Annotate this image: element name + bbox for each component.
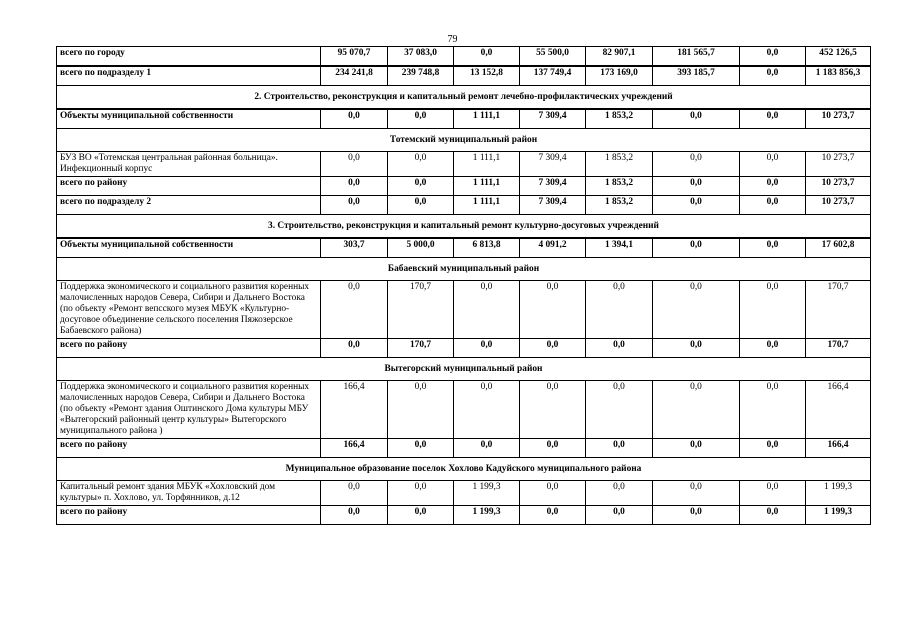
value-cell: 0,0 <box>740 47 806 67</box>
value-cell: 1 111,1 <box>454 177 520 196</box>
total-row <box>57 109 871 129</box>
row-label: всего по району <box>57 177 321 196</box>
total-row <box>57 506 871 525</box>
table-body <box>57 47 871 525</box>
value-cell: 55 500,0 <box>520 47 586 67</box>
value-cell: 7 309,4 <box>520 196 586 215</box>
value-cell: 1 853,2 <box>586 109 653 129</box>
value-cell: 0,0 <box>653 177 740 196</box>
value-cell: 0,0 <box>586 381 653 439</box>
value-cell: 0,0 <box>321 109 388 129</box>
section-heading: 3. Строительство, реконструкция и капитальный ремонт культурно-досуговых учреждений <box>57 215 871 239</box>
value-cell: 0,0 <box>653 439 740 458</box>
value-cell: 173 169,0 <box>586 66 653 86</box>
value-cell: 0,0 <box>740 196 806 215</box>
value-cell: 137 749,4 <box>520 66 586 86</box>
section-heading-row <box>57 458 871 481</box>
value-cell: 1 111,1 <box>454 109 520 129</box>
value-cell: 0,0 <box>740 381 806 439</box>
value-cell: 1 199,3 <box>454 506 520 525</box>
section-heading: Бабаевский муниципальный район <box>57 258 871 281</box>
value-cell: 0,0 <box>388 152 454 177</box>
value-cell: 82 907,1 <box>586 47 653 67</box>
value-cell: 0,0 <box>740 66 806 86</box>
value-cell: 0,0 <box>388 481 454 506</box>
value-cell: 170,7 <box>388 281 454 339</box>
value-cell: 37 083,0 <box>388 47 454 67</box>
row-label: всего по подразделу 1 <box>57 66 321 86</box>
value-cell: 10 273,7 <box>806 196 871 215</box>
budget-table <box>56 46 871 525</box>
row-label: всего по району <box>57 439 321 458</box>
value-cell: 0,0 <box>520 281 586 339</box>
value-cell: 0,0 <box>388 439 454 458</box>
value-cell: 1 111,1 <box>454 152 520 177</box>
value-cell: 0,0 <box>653 109 740 129</box>
section-heading: Тотемский муниципальный район <box>57 129 871 152</box>
value-cell: 393 185,7 <box>653 66 740 86</box>
value-cell: 0,0 <box>321 481 388 506</box>
table-row <box>57 152 871 177</box>
value-cell: 0,0 <box>653 152 740 177</box>
value-cell: 0,0 <box>388 506 454 525</box>
value-cell: 170,7 <box>806 281 871 339</box>
value-cell: 0,0 <box>520 381 586 439</box>
value-cell: 1 853,2 <box>586 177 653 196</box>
value-cell: 0,0 <box>520 439 586 458</box>
value-cell: 0,0 <box>520 339 586 358</box>
value-cell: 0,0 <box>740 177 806 196</box>
total-row <box>57 47 871 67</box>
value-cell: 0,0 <box>586 481 653 506</box>
value-cell: 0,0 <box>388 177 454 196</box>
value-cell: 7 309,4 <box>520 152 586 177</box>
value-cell: 239 748,8 <box>388 66 454 86</box>
value-cell: 0,0 <box>388 109 454 129</box>
total-row <box>57 238 871 258</box>
value-cell: 10 273,7 <box>806 177 871 196</box>
table-row <box>57 481 871 506</box>
value-cell: 1 853,2 <box>586 196 653 215</box>
value-cell: 0,0 <box>586 281 653 339</box>
value-cell: 17 602,8 <box>806 238 871 258</box>
row-label: Объекты муниципальной собственности <box>57 238 321 258</box>
value-cell: 166,4 <box>806 439 871 458</box>
value-cell: 1 199,3 <box>806 506 871 525</box>
value-cell: 0,0 <box>520 481 586 506</box>
section-heading-row <box>57 129 871 152</box>
value-cell: 0,0 <box>740 439 806 458</box>
value-cell: 0,0 <box>388 196 454 215</box>
value-cell: 0,0 <box>388 381 454 439</box>
value-cell: 166,4 <box>321 439 388 458</box>
value-cell: 0,0 <box>740 481 806 506</box>
section-heading-row <box>57 258 871 281</box>
page-number: 79 <box>447 34 458 45</box>
value-cell: 0,0 <box>586 439 653 458</box>
row-label: всего по городу <box>57 47 321 67</box>
value-cell: 7 309,4 <box>520 109 586 129</box>
section-heading-row <box>57 86 871 110</box>
row-label: Поддержка экономического и социального развития коренных малочисленных народов Севера, Сибири и Дальнего Востока (по объекту «Ремонт вепсского музея МБУК «Культурно-досуговое объединение сельского поселения Пяжозерское Бабаевского района) <box>57 281 321 339</box>
value-cell: 0,0 <box>321 177 388 196</box>
value-cell: 0,0 <box>653 381 740 439</box>
value-cell: 0,0 <box>454 381 520 439</box>
value-cell: 0,0 <box>653 281 740 339</box>
value-cell: 170,7 <box>388 339 454 358</box>
table-row <box>57 381 871 439</box>
value-cell: 7 309,4 <box>520 177 586 196</box>
value-cell: 5 000,0 <box>388 238 454 258</box>
value-cell: 0,0 <box>740 152 806 177</box>
value-cell: 0,0 <box>454 439 520 458</box>
value-cell: 0,0 <box>454 47 520 67</box>
value-cell: 0,0 <box>586 339 653 358</box>
value-cell: 13 152,8 <box>454 66 520 86</box>
value-cell: 0,0 <box>520 506 586 525</box>
value-cell: 0,0 <box>321 196 388 215</box>
row-label: БУЗ ВО «Тотемская центральная районная больница». Инфекционный корпус <box>57 152 321 177</box>
value-cell: 0,0 <box>740 506 806 525</box>
value-cell: 303,7 <box>321 238 388 258</box>
row-label: всего по району <box>57 339 321 358</box>
value-cell: 0,0 <box>653 238 740 258</box>
value-cell: 234 241,8 <box>321 66 388 86</box>
value-cell: 10 273,7 <box>806 109 871 129</box>
section-heading: Вытегорский муниципальный район <box>57 358 871 381</box>
section-heading-row <box>57 215 871 239</box>
row-label: всего по району <box>57 506 321 525</box>
row-label: Капитальный ремонт здания МБУК «Хохловский дом культуры» п. Хохлово, ул. Торфянников, д.12 <box>57 481 321 506</box>
value-cell: 0,0 <box>321 339 388 358</box>
value-cell: 0,0 <box>653 481 740 506</box>
value-cell: 4 091,2 <box>520 238 586 258</box>
row-label: Поддержка экономического и социального развития коренных малочисленных народов Севера, Сибири и Дальнего Востока (по объекту «Ремонт здания Оштинского Дома культуры МБУ «Вытегорский районный центр культуры» Вытегорского муниципального района ) <box>57 381 321 439</box>
value-cell: 0,0 <box>454 339 520 358</box>
value-cell: 0,0 <box>454 281 520 339</box>
value-cell: 0,0 <box>740 281 806 339</box>
value-cell: 0,0 <box>321 281 388 339</box>
section-heading-row <box>57 358 871 381</box>
table-row <box>57 281 871 339</box>
value-cell: 1 111,1 <box>454 196 520 215</box>
total-row <box>57 439 871 458</box>
value-cell: 181 565,7 <box>653 47 740 67</box>
value-cell: 1 853,2 <box>586 152 653 177</box>
value-cell: 6 813,8 <box>454 238 520 258</box>
value-cell: 0,0 <box>321 152 388 177</box>
value-cell: 0,0 <box>653 196 740 215</box>
value-cell: 0,0 <box>740 238 806 258</box>
value-cell: 0,0 <box>321 506 388 525</box>
row-label: Объекты муниципальной собственности <box>57 109 321 129</box>
value-cell: 0,0 <box>653 506 740 525</box>
value-cell: 1 183 856,3 <box>806 66 871 86</box>
section-heading: Муниципальное образование поселок Хохлово Кадуйского муниципального района <box>57 458 871 481</box>
value-cell: 10 273,7 <box>806 152 871 177</box>
value-cell: 1 394,1 <box>586 238 653 258</box>
value-cell: 0,0 <box>653 339 740 358</box>
row-label: всего по подразделу 2 <box>57 196 321 215</box>
value-cell: 0,0 <box>586 506 653 525</box>
total-row <box>57 177 871 196</box>
value-cell: 95 070,7 <box>321 47 388 67</box>
value-cell: 0,0 <box>740 339 806 358</box>
value-cell: 452 126,5 <box>806 47 871 67</box>
value-cell: 170,7 <box>806 339 871 358</box>
value-cell: 166,4 <box>806 381 871 439</box>
value-cell: 1 199,3 <box>454 481 520 506</box>
total-row <box>57 339 871 358</box>
total-row <box>57 66 871 86</box>
value-cell: 166,4 <box>321 381 388 439</box>
value-cell: 0,0 <box>740 109 806 129</box>
value-cell: 1 199,3 <box>806 481 871 506</box>
total-row <box>57 196 871 215</box>
section-heading: 2. Строительство, реконструкция и капитальный ремонт лечебно-профилактических учреждений <box>57 86 871 110</box>
